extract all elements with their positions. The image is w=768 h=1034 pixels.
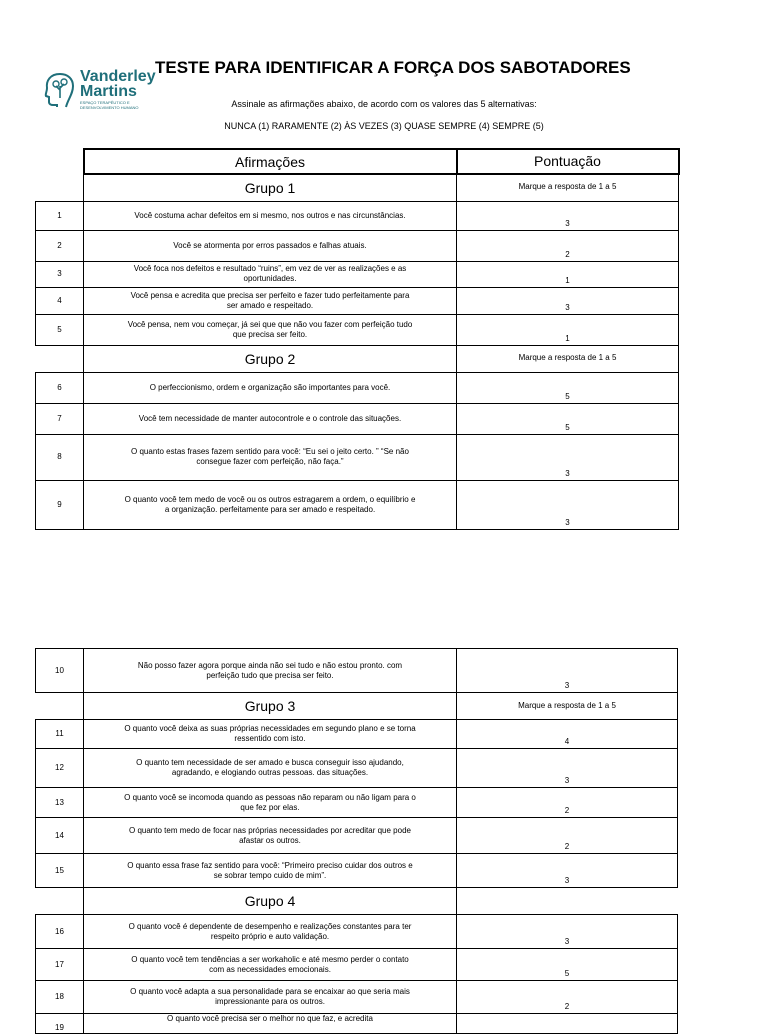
row-score[interactable]: 2: [457, 230, 679, 261]
row-number: 2: [36, 230, 84, 261]
row-statement: O quanto você precisa ser o melhor no que faz, e acredita: [84, 1014, 457, 1034]
group-instruction: Marque a resposta de 1 a 5: [457, 693, 678, 720]
row-score[interactable]: 3: [457, 287, 679, 314]
row-statement: O quanto você é dependente de desempenho e realizações constantes para ter respeito próprio e auto validação.: [84, 915, 457, 949]
row-number: 15: [36, 854, 84, 888]
table-row: [36, 201, 679, 230]
table-row: [36, 649, 678, 693]
group-instruction: Marque a resposta de 1 a 5: [457, 174, 679, 201]
row-score[interactable]: 3: [457, 915, 678, 949]
group-instruction: Marque a resposta de 1 a 5: [457, 345, 679, 372]
row-score[interactable]: 3: [457, 434, 679, 480]
row-number: 12: [36, 749, 84, 788]
group-title-2: Grupo 2: [84, 345, 457, 372]
row-number: 4: [36, 287, 84, 314]
row-score[interactable]: 5: [457, 403, 679, 434]
logo-name-line1: Vanderley: [80, 68, 156, 85]
row-score[interactable]: 4: [457, 720, 678, 749]
table-row: [36, 287, 679, 314]
scale-legend: NUNCA (1) RARAMENTE (2) ÀS VEZES (3) QUASE SEMPRE (4) SEMPRE (5): [224, 121, 544, 131]
row-score[interactable]: 2: [457, 981, 678, 1014]
row-number: 18: [36, 981, 84, 1014]
row-statement: Não posso fazer agora porque ainda não sei tudo e não estou pronto. com perfeição tudo que precisa ser feito.: [84, 649, 457, 693]
table-row: [36, 261, 679, 287]
table-row: [36, 720, 678, 749]
page-title: TESTE PARA IDENTIFICAR A FORÇA DOS SABOTADORES: [155, 58, 631, 77]
column-header-afirmacoes: Afirmações: [84, 149, 457, 174]
row-number: 8: [36, 434, 84, 480]
group-title-4: Grupo 4: [84, 888, 457, 915]
row-number: 5: [36, 314, 84, 345]
row-statement: O quanto você se incomoda quando as pessoas não reparam ou não ligam para o que fez por elas.: [84, 788, 457, 818]
row-number: 17: [36, 949, 84, 981]
table-row: [36, 403, 679, 434]
row-statement: Você foca nos defeitos e resultado “ruins”, em vez de ver as realizações e as oportunidades.: [84, 261, 457, 287]
row-number: 7: [36, 403, 84, 434]
row-number: 14: [36, 818, 84, 854]
row-number: 11: [36, 720, 84, 749]
table-row: [36, 854, 678, 888]
questions-table-part2: [35, 648, 678, 1034]
row-statement: O quanto você adapta a sua personalidade para se encaixar ao que seria mais impressionante para os outros.: [84, 981, 457, 1014]
table-row: [36, 981, 678, 1014]
row-score[interactable]: 1: [457, 314, 679, 345]
row-score[interactable]: 5: [457, 372, 679, 403]
table-row: [36, 480, 679, 529]
row-number: 16: [36, 915, 84, 949]
row-score[interactable]: 3: [457, 749, 678, 788]
row-score[interactable]: 2: [457, 788, 678, 818]
row-score[interactable]: 3: [457, 201, 679, 230]
row-statement: Você pensa e acredita que precisa ser perfeito e fazer tudo perfeitamente para ser amado e respeitado.: [84, 287, 457, 314]
row-statement: O quanto essa frase faz sentido para você: “Primeiro preciso cuidar dos outros e se sobrar tempo cuido de mim”.: [84, 854, 457, 888]
table-row: [36, 749, 678, 788]
row-score[interactable]: 3: [457, 649, 678, 693]
row-number: 3: [36, 261, 84, 287]
questions-table-part1: [35, 148, 680, 530]
row-statement: Você costuma achar defeitos em si mesmo, nos outros e nas circunstâncias.: [84, 201, 457, 230]
table-row: [36, 314, 679, 345]
row-statement: Você tem necessidade de manter autocontrole e o controle das situações.: [84, 403, 457, 434]
row-score[interactable]: 5: [457, 949, 678, 981]
table-row: [36, 372, 679, 403]
row-number: 6: [36, 372, 84, 403]
row-statement: O perfeccionismo, ordem e organização são importantes para você.: [84, 372, 457, 403]
row-statement: O quanto você tem medo de você ou os outros estragarem a ordem, o equilíbrio e a organização. perfeitamente para ser amado e respeitado.: [84, 480, 457, 529]
row-number: 1: [36, 201, 84, 230]
row-score[interactable]: 3: [457, 480, 679, 529]
table-row: [36, 915, 678, 949]
table-row: [36, 818, 678, 854]
row-statement: O quanto tem medo de focar nas próprias necessidades por acreditar que pode afastar os outros.: [84, 818, 457, 854]
row-number: 9: [36, 480, 84, 529]
column-header-pontuacao: Pontuação: [457, 149, 679, 174]
row-score[interactable]: 3: [457, 854, 678, 888]
table-row: [36, 230, 679, 261]
row-statement: O quanto estas frases fazem sentido para você: “Eu sei o jeito certo. ” “Se não consegue fazer com perfeição, não faça.”: [84, 434, 457, 480]
row-number: 19: [36, 1014, 84, 1034]
group-title-1: Grupo 1: [84, 174, 457, 201]
row-statement: O quanto tem necessidade de ser amado e busca conseguir isso ajudando, agradando, e elogiando outras pessoas. das situações.: [84, 749, 457, 788]
instructions: Assinale as afirmações abaixo, de acordo com os valores das 5 alternativas:: [231, 99, 537, 109]
logo-tagline: ESPAÇO TERAPÊUTICO E DESENVOLVIMENTO HUMANO: [80, 100, 139, 110]
table-row: [36, 788, 678, 818]
row-number: 10: [36, 649, 84, 693]
row-statement: O quanto você deixa as suas próprias necessidades em segundo plano e se torna ressentido com isto.: [84, 720, 457, 749]
logo-name-line2: Martins: [80, 83, 137, 100]
row-statement: Você pensa, nem vou começar, já sei que que não vou fazer com perfeição tudo que precisa ser feito.: [84, 314, 457, 345]
table-row: [36, 949, 678, 981]
row-score[interactable]: 2: [457, 818, 678, 854]
row-statement: Você se atormenta por erros passados e falhas atuais.: [84, 230, 457, 261]
group-title-3: Grupo 3: [84, 693, 457, 720]
table-row: [36, 434, 679, 480]
row-score[interactable]: 1: [457, 261, 679, 287]
row-number: 13: [36, 788, 84, 818]
row-statement: O quanto você tem tendências a ser workaholic e até mesmo perder o contato com as necessidades emocionais.: [84, 949, 457, 981]
